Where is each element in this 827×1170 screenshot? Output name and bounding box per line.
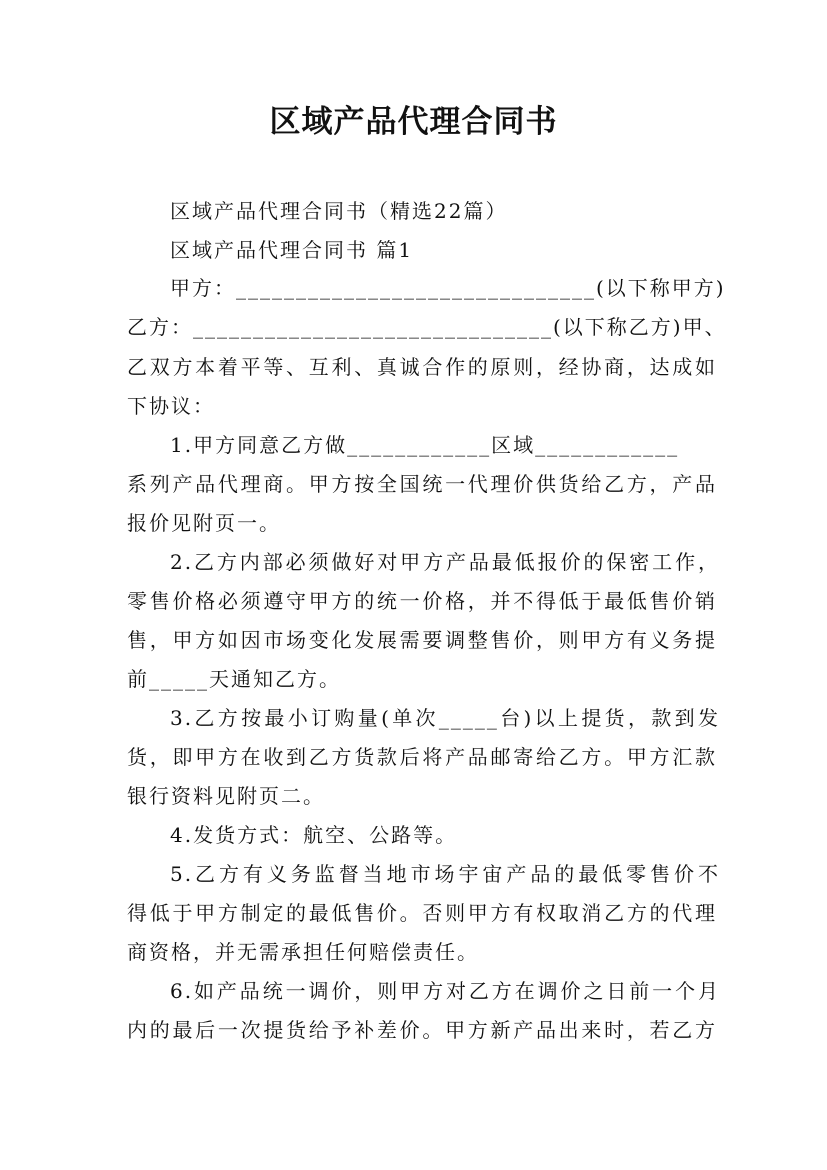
paragraph-line: 下协议：	[127, 394, 215, 418]
paragraph-line: 报价见附页一。	[127, 511, 281, 535]
paragraph-line: 零售价格必须遵守甲方的统一价格，并不得低于最低售价销	[127, 589, 717, 613]
paragraph-line: 乙双方本着平等、互利、真诚合作的原则，经协商，达成如	[127, 355, 717, 379]
paragraph-line: 银行资料见附页二。	[127, 784, 325, 808]
paragraph-line: 1.甲方同意乙方做____________区域____________	[170, 433, 680, 457]
paragraph-line: 区域产品代理合同书（精选22篇）	[170, 199, 508, 223]
paragraph-line: 商资格，并无需承担任何赔偿责任。	[127, 940, 479, 964]
paragraph-line: 6.如产品统一调价，则甲方对乙方在调价之日前一个月	[170, 979, 720, 1003]
paragraph-line: 货，即甲方在收到乙方货款后将产品邮寄给乙方。甲方汇款	[127, 745, 717, 769]
paragraph-line: 乙方：______________________________(以下称乙方)甲、	[127, 315, 727, 339]
paragraph-line: 得低于甲方制定的最低售价。否则甲方有权取消乙方的代理	[127, 901, 717, 925]
paragraph-line: 3.乙方按最小订购量(单次_____台)以上提货，款到发	[170, 706, 720, 730]
paragraph-line: 甲方：______________________________(以下称甲方)	[170, 276, 726, 300]
paragraph-line: 区域产品代理合同书 篇1	[170, 238, 414, 262]
paragraph-line: 5.乙方有义务监督当地市场宇宙产品的最低零售价不	[170, 862, 720, 886]
paragraph-line: 内的最后一次提货给予补差价。甲方新产品出来时，若乙方	[127, 1018, 717, 1042]
paragraph-line: 售，甲方如因市场变化发展需要调整售价，则甲方有义务提	[127, 628, 717, 652]
paragraph-line: 系列产品代理商。甲方按全国统一代理价供货给乙方，产品	[127, 472, 717, 496]
paragraph-line: 2.乙方内部必须做好对甲方产品最低报价的保密工作，	[170, 550, 720, 574]
document-title: 区域产品代理合同书	[269, 104, 558, 140]
paragraph-line: 4.发货方式：航空、公路等。	[170, 823, 458, 847]
paragraph-line: 前_____天通知乙方。	[127, 667, 341, 691]
